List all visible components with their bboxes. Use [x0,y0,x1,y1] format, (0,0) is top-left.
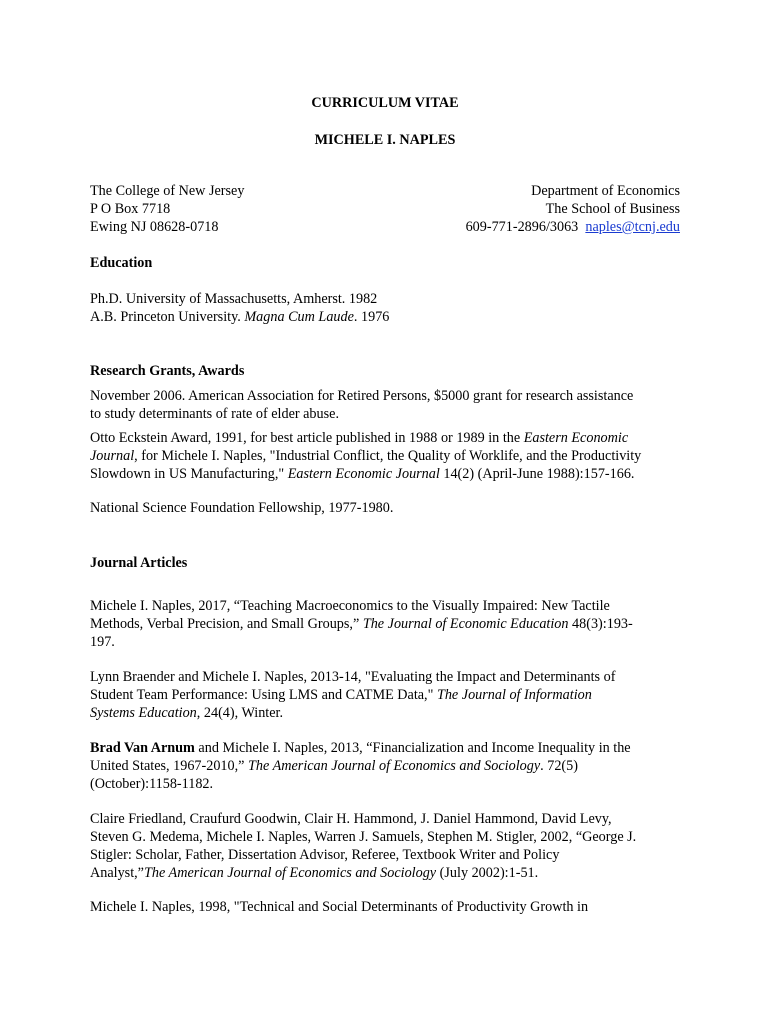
article-item: Michele I. Naples, 2017, “Teaching Macroeconomics to the Visually Impaired: New Tactile Methods, Verbal Precision, and Small Groups,” The Journal of Economic Education 48(3):193- 197. [90,598,633,650]
article-item: Claire Friedland, Craufurd Goodwin, Clair H. Hammond, J. Daniel Hammond, David Levy, Steven G. Medema, Michele I. Naples, Warren J. Samuels, Stephen M. Stigler, 2002, “George J. Stigler: Scholar, Father, Dissertation Advisor, Referee, Textbook Writer and Policy Analyst,”The American Journal of Economics and Sociology (July 2002):1-51. [90,811,637,881]
article-item: Lynn Braender and Michele I. Naples, 2013-14, "Evaluating the Impact and Determinants of Student Team Performance: Using LMS and CATME Data," The Journal of Information Systems Education, 24(4), Winter. [90,669,616,721]
contact-line [466,218,680,236]
department-address [466,182,680,236]
grant-item: Otto Eckstein Award, 1991, for best article published in 1988 or 1989 in the Eastern Economic Journal, for Michele I. Naples, "Industrial Conflict, the Quality of Worklife, and the Productivity Slowdown in US Manufacturing," Eastern Economic Journal 14(2) (April-June 1988):157-166. [90,430,642,482]
address-line: The College of New Jersey [90,183,245,199]
grant-item: November 2006. American Association for Retired Persons, $5000 grant for research assistance to study determinants of rate of elder abuse. [90,388,634,422]
education-list [90,290,680,326]
section-heading-articles: Journal Articles [90,555,188,571]
document-title: CURRICULUM VITAE [311,95,459,111]
address-line: P O Box 7718 [90,201,171,217]
author-name: MICHELE I. NAPLES [314,132,456,148]
education-item: Ph.D. University of Massachusetts, Amherst. 1982 [90,291,378,307]
department-line: Department of Economics [531,183,680,199]
grant-item: National Science Foundation Fellowship, 1977-1980. [90,500,394,516]
address-line: Ewing NJ 08628-0718 [90,219,219,235]
phone-number: 609-771-2896/3063 [465,219,579,235]
section-heading-education: Education [90,255,153,271]
article-item: Brad Van Arnum and Michele I. Naples, 2013, “Financialization and Income Inequality in the United States, 1967-2010,” The American Journal of Economics and Sociology. 72(5) (October):1158-1182. [90,740,631,792]
school-line: The School of Business [545,201,680,217]
article-item: Michele I. Naples, 1998, "Technical and Social Determinants of Productivity Growth in [90,899,589,915]
section-heading-grants: Research Grants, Awards [90,363,245,379]
education-item: A.B. Princeton University. Magna Cum Laude. 1976 [90,309,390,325]
college-address [90,182,244,236]
email-link[interactable]: naples@tcnj.edu [585,219,680,235]
